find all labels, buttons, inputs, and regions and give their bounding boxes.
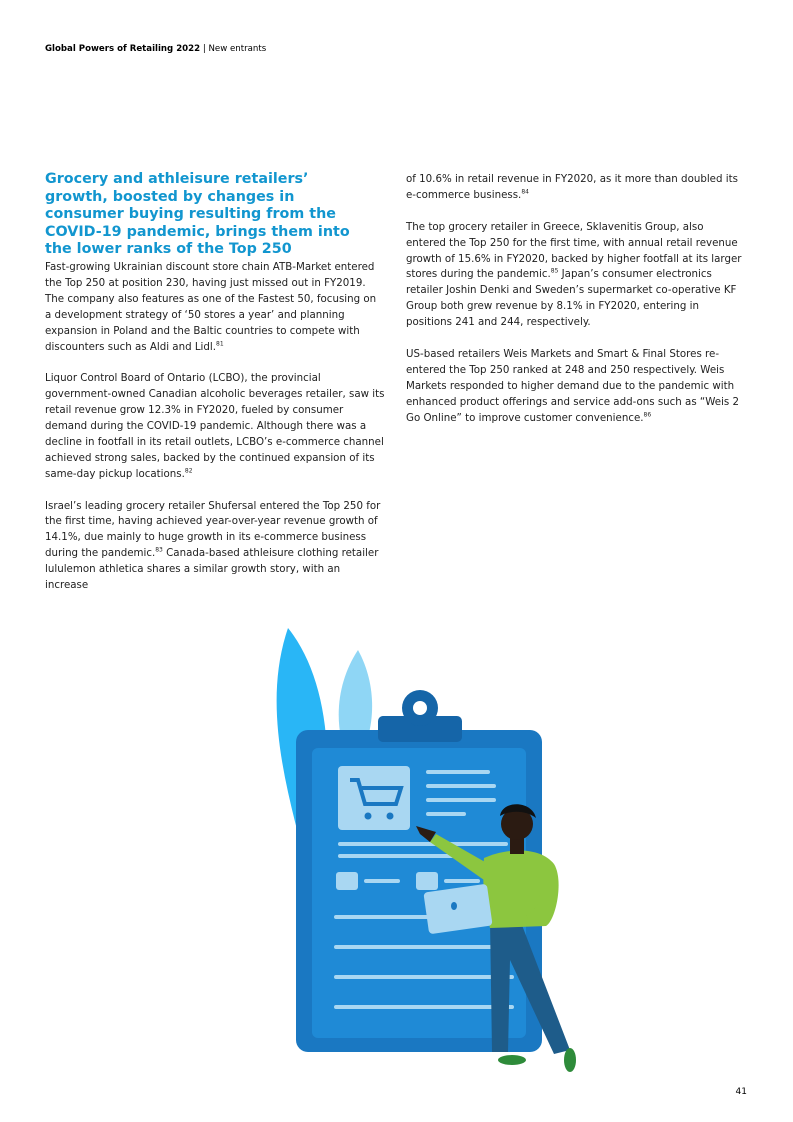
- footnote-ref: 82: [184, 467, 193, 475]
- text-line: [338, 842, 508, 846]
- paragraph-text-continued: Japan’s consumer electronics retailer Joshin Denki and Sweden’s supermarket co-operative KF Group both grew revenue by 8.1% in FY2020, entering in positions 241 and 244, respectively.: [406, 268, 737, 329]
- thumbnail-box: [416, 872, 438, 890]
- paragraph-lululemon: [406, 172, 746, 204]
- cart-wheel-icon: [387, 813, 394, 820]
- laptop-icon: [423, 884, 492, 934]
- running-header: [45, 44, 266, 54]
- page-number: 41: [735, 1087, 747, 1097]
- clipboard-shopping-illustration: [270, 620, 590, 1090]
- header-separator: |: [202, 44, 206, 54]
- text-line: [334, 945, 514, 949]
- text-line: [426, 798, 496, 802]
- text-line: [334, 1005, 514, 1009]
- text-line: [444, 879, 480, 883]
- footnote-ref: 81: [216, 340, 224, 348]
- paragraph-text: The top grocery retailer in Greece, Sklavenitis Group, also entered the Top 250 for the first time, with annual retail revenue growth of 15.6% in FY2020, backed by higher footfall at its larger stores during the pandemic.: [406, 220, 742, 281]
- text-line: [364, 879, 400, 883]
- paragraph-text: Liquor Control Board of Ontario (LCBO), the provincial government-owned Canadian alcoholic beverages retailer, saw its retail revenue grow 12.3% in FY2020, fueled by consumer demand during the COVID-19 pandemic. Although there was a decline in footfall in its retail outlets, LCBO’s e-commerce channel achieved strong sales, backed by the continued expansion of its same-day pickup locations.: [45, 372, 385, 480]
- text-line: [338, 854, 458, 858]
- shoe-left: [498, 1055, 526, 1065]
- paragraph-text: US-based retailers Weis Markets and Smart & Final Stores re-entered the Top 250 ranked at 248 and 250 respectively. Weis Markets responded to higher demand due to the pandemic with enhanced product offerings and service add-ons such as “Weis 2 Go Online” to improve customer convenience.: [406, 347, 740, 424]
- paragraph-sklavenitis: [406, 220, 746, 331]
- paragraph-text: Fast-growing Ukrainian discount store chain ATB-Market entered the Top 250 at position 230, having just missed out in FY2019. The company also features as one of the Fastest 50, focusing on a development strategy of ‘50 stores a year’ and planning expansion in Poland and the Baltic countries to compete with discounters such as Aldi and Lidl.: [45, 260, 377, 353]
- person-neck: [510, 838, 524, 854]
- section-name: New entrants: [208, 44, 267, 54]
- text-line: [426, 784, 496, 788]
- text-line: [426, 770, 490, 774]
- footnote-ref: 85: [550, 268, 559, 276]
- paragraph-atb-market: [45, 260, 385, 355]
- paragraph-weis-markets: [406, 347, 746, 427]
- thumbnail-box: [336, 872, 358, 890]
- shoe-right: [564, 1048, 576, 1072]
- paragraph-text-continued: Canada-based athleisure clothing retailer lululemon athletica shares a similar growth story, with an increase: [45, 547, 379, 592]
- paragraph-text: of 10.6% in retail revenue in FY2020, as it more than doubled its e-commerce business.: [406, 173, 738, 201]
- text-line: [426, 812, 466, 816]
- publication-title: Global Powers of Retailing 2022: [45, 44, 201, 54]
- text-line: [334, 975, 514, 979]
- footnote-ref: 83: [155, 546, 163, 554]
- right-column: [406, 172, 746, 442]
- section-heading: Grocery and athleisure retailers’ growth, boosted by changes in consumer buying resulting from the COVID-19 pandemic, brings them into the lower ranks of the Top 250: [45, 171, 350, 258]
- cart-wheel-icon: [365, 813, 372, 820]
- paragraph-text: Israel’s leading grocery retailer Shufersal entered the Top 250 for the first time, having achieved year-over-year revenue growth of 14.1%, due mainly to huge growth in its e-commerce business during the pandemic.: [45, 499, 381, 560]
- paragraph-shufersal: [45, 499, 385, 594]
- paragraph-lcbo: [45, 371, 385, 482]
- left-column: [45, 171, 385, 610]
- clipboard-clip-hole: [413, 701, 427, 715]
- footnote-ref: 86: [643, 411, 652, 419]
- laptop-logo: [451, 902, 457, 910]
- footnote-ref: 84: [521, 188, 529, 196]
